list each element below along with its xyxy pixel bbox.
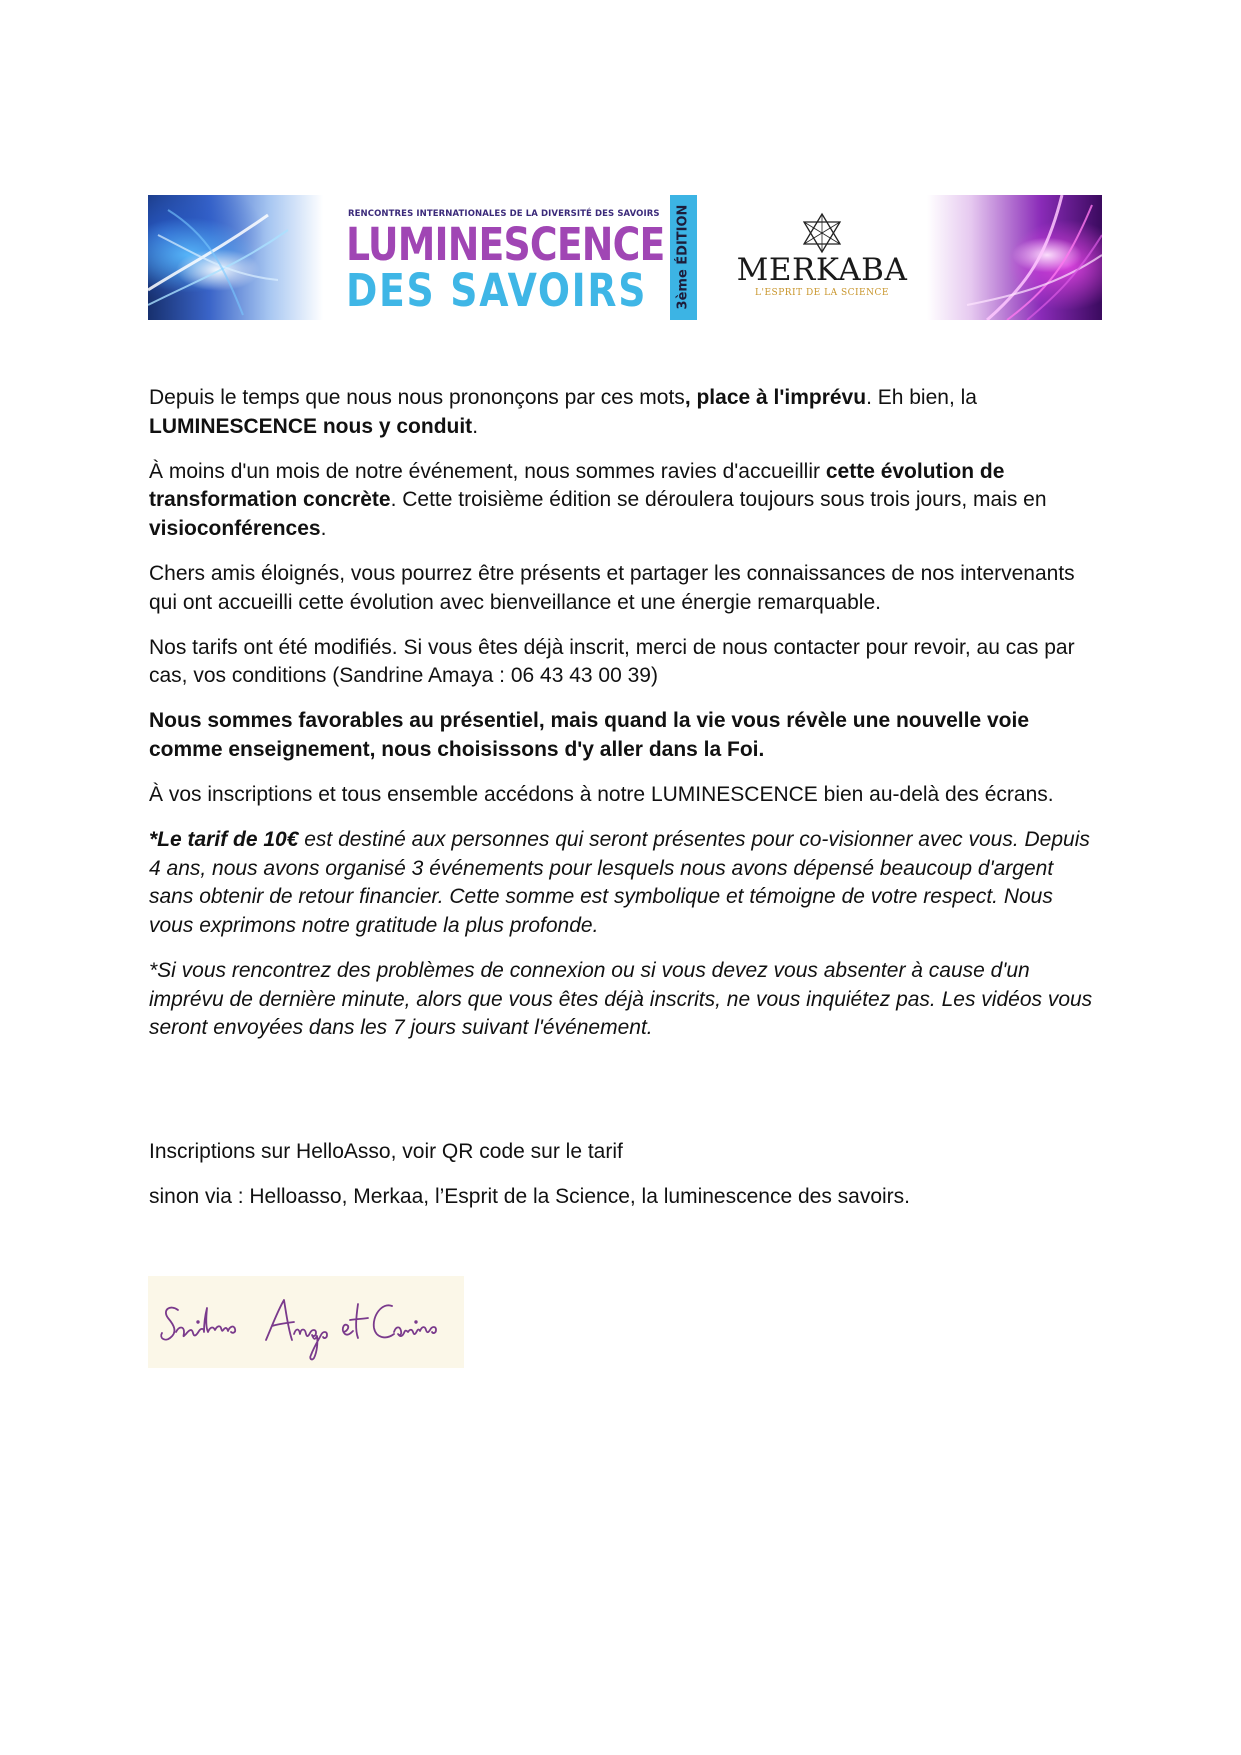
paragraph-tariffs: Nos tarifs ont été modifiés. Si vous êtes déjà inscrit, merci de nous contacter pour revoir, au cas par cas, vos conditions (Sandrine Amaya : 06 43 43 00 39) [149, 635, 1075, 688]
p1-bold-place-imprevu: , place à l'imprévu [684, 386, 867, 409]
merkaba-tagline: L'ESPRIT DE LA SCIENCE [755, 288, 889, 298]
paragraph-evolution [149, 458, 1099, 544]
paragraph-tarif-note [149, 826, 1099, 940]
banner-title-des-savoirs: DES SAVOIRS [346, 264, 648, 317]
paragraph-presentiel [149, 707, 1099, 764]
paragraph-connection-note: *Si vous rencontrez des problèmes de connexion ou si vous devez vous absenter à cause d'un imprévu de dernière minute, alors que vous êtes déjà inscrits, ne vous inquiétez pas. Les vidéos vous seront envoyées dans les 7 jours suivant l'événement. [149, 959, 1093, 1040]
p2-text-a: À moins d'un mois de notre événement, nous sommes ravies d'accueillir [149, 459, 826, 483]
p2-bold-evolution: cette évolution de transformation concrète [149, 459, 1005, 512]
paragraph-inscriptions: À vos inscriptions et tous ensemble accédons à notre LUMINESCENCE bien au-delà des écrans. [149, 783, 1054, 807]
p7-bold-tarif: *Le tarif de 10€ [149, 828, 299, 852]
p1-text-e: . [472, 414, 479, 438]
footer-alternatives: sinon via : Helloasso, Merkaa, l’Esprit de la Science, la luminescence des savoirs. [149, 1185, 911, 1208]
letter-body [149, 384, 1099, 1059]
footer-helloasso: Inscriptions sur HelloAsso, voir QR code sur le tarif [149, 1140, 623, 1163]
purple-light-art [927, 195, 1102, 320]
p7-text-b: est destiné aux personnes qui seront présentes pour co-visionner avec vous. Depuis 4 ans, nous avons organisé 3 événements pour lesquels nous avons dépensé beaucoup d'argent sans obtenir de retour financier. Cette somme est symbolique et témoigne de votre respect. Nous vous exprimons notre gratitude la plus profonde. [149, 828, 1090, 937]
banner-kicker: RENCONTRES INTERNATIONALES DE LA DIVERSITÉ DES SAVOIRS [348, 209, 660, 219]
p1-text-a: Depuis le temps que nous nous prononçons par ces mots [149, 386, 685, 409]
p1-text-c: . Eh bien, la [866, 386, 977, 409]
p2-text-e: . [320, 516, 327, 540]
handwritten-signature [148, 1276, 464, 1368]
paragraph-intro [149, 384, 1099, 441]
merkaba-star-icon [800, 211, 844, 255]
p2-text-c: . Cette troisième édition se déroulera toujours sous trois jours, mais en [390, 488, 1047, 512]
edition-strip [670, 195, 697, 320]
event-banner [148, 195, 1102, 320]
merkaba-logo-text: MERKABA [736, 252, 908, 288]
banner-title-luminescence: LUMINESCENCE [346, 218, 665, 271]
p5-bold-text: Nous sommes favorables au présentiel, mais quand la vie vous révèle une nouvelle voie comme enseignement, nous choisissons d'y aller dans la Foi. [149, 709, 1030, 761]
p1-bold-luminescence: LUMINESCENCE nous y conduit [149, 414, 473, 438]
paragraph-friends: Chers amis éloignés, vous pourrez être présents et partager les connaissances de nos intervenants qui ont accueilli cette évolution avec bienveillance et une énergie remarquable. [149, 561, 1075, 614]
blue-light-art [148, 195, 323, 320]
edition-label: 3ème ÉDITION [675, 204, 691, 310]
p2-bold-visio: visioconférences [149, 516, 321, 540]
